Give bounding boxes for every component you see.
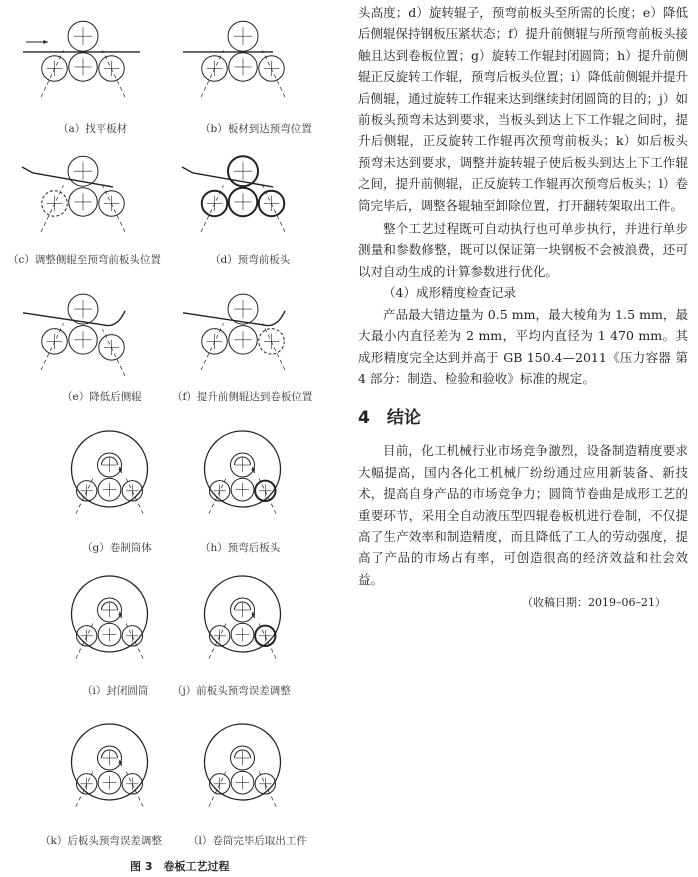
steel-plate [23, 313, 103, 325]
steel-plate [193, 173, 273, 187]
process-panel-g [52, 415, 167, 535]
caption-i: （i）封闭圆筒 [82, 685, 149, 697]
process-panel-l [185, 708, 300, 828]
paragraph-accuracy: 产品最大错边量为 0.5 mm，最大棱角为 1.5 mm，最大最小内直径差为 2 mm，平均内直径为 1 470 mm。其成形精度完全达到并高于 GB 150.4—2011《压力容器 第 4 部分：制造、检验和验收》标准的规定。 [358, 306, 688, 386]
process-panel-b [178, 5, 308, 115]
subheading-accuracy: （4）成形精度检查记录 [383, 285, 516, 301]
process-panel-d [178, 140, 308, 250]
steel-plate [183, 313, 263, 325]
received-date: （收稿日期：2019–06–21） [522, 596, 666, 610]
caption-f: （f）提升前侧辊达到卷板位置 [172, 391, 313, 403]
process-panel-j [185, 560, 300, 680]
process-panel-f [178, 280, 308, 385]
caption-a: （a）找平板材 [58, 123, 128, 135]
process-panel-c [18, 140, 148, 250]
caption-g: （g）卷制筒体 [82, 542, 152, 554]
steel-plate [22, 167, 33, 173]
process-panel-e [18, 280, 148, 385]
caption-j: （j）前板头预弯误差调整 [172, 685, 291, 697]
section-heading-conclusion: 4 结论 [358, 408, 421, 429]
caption-k: （k）后板头预弯误差调整 [40, 835, 162, 847]
caption-h: （h）预弯后板头 [200, 542, 281, 554]
caption-b: （b）板材到达预弯位置 [200, 123, 312, 135]
process-panel-k [52, 708, 167, 828]
process-panel-i [52, 560, 167, 680]
caption-l: （l）卷筒完毕后取出工件 [188, 835, 307, 847]
paragraph-conclusion: 目前，化工机械行业市场竞争激烈，设备制造精度要求大幅提高，国内各化工机械厂纷纷通过应用新装备、新技术，提高自身产品的市场竞争力；圆筒节卷曲是成形工艺的重要环节，采用全自动液压型四辊卷板机进行卷制，不仅提高了生产效率和制造精度，而且降低了工人的劳动强度，提高了产品的市场占有率，可创造很高的经济效益和社会效益。 [358, 443, 688, 587]
caption-c: （c）调整侧辊至预弯前板头位置 [8, 254, 161, 266]
steel-plate [33, 173, 113, 187]
process-panel-a [18, 5, 148, 115]
figure-title: 图 3 卷板工艺过程 [130, 860, 230, 873]
steel-plate [182, 167, 193, 173]
paragraph-execution: 整个工艺过程既可自动执行也可单步执行，并进行单步测量和参数修整，既可以保证第一块钢板不会被浪费，还可以对自动生成的计算参数进行优化。 [358, 221, 688, 279]
text-column [358, 2, 688, 610]
caption-d: （d）预弯前板头 [210, 254, 291, 266]
paragraph-process-steps: 头高度；d）旋转辊子，预弯前板头至所需的长度；e）降低后侧辊保持钢板压紧状态；f）提升前侧辊与所预弯前板头接触且达到卷板位置；g）旋转工作辊封闭圆筒；h）提升前侧辊正反旋转工作辊，预弯后板头位置；i）降低前侧辊并提升后侧辊，通过旋转工作辊来达到继续封闭圆筒的目的；j）如前板头预弯未达到要求，当板头到达上下工作辊之间时，提升后侧辊，正反旋转工作辊再次预弯前板头；k）如后板头预弯未达到要求，调整并旋转辊子使后板头到达上下工作辊之间，提升前侧辊，正反旋转工作辊再次预弯后板头；l）卷筒完毕后，调整各辊轴至卸除位置，打开翻转架取出工件。 [358, 5, 688, 213]
figure-column [0, 0, 340, 877]
process-panel-h [185, 415, 300, 535]
caption-e: （e）降低后侧辊 [62, 391, 142, 403]
